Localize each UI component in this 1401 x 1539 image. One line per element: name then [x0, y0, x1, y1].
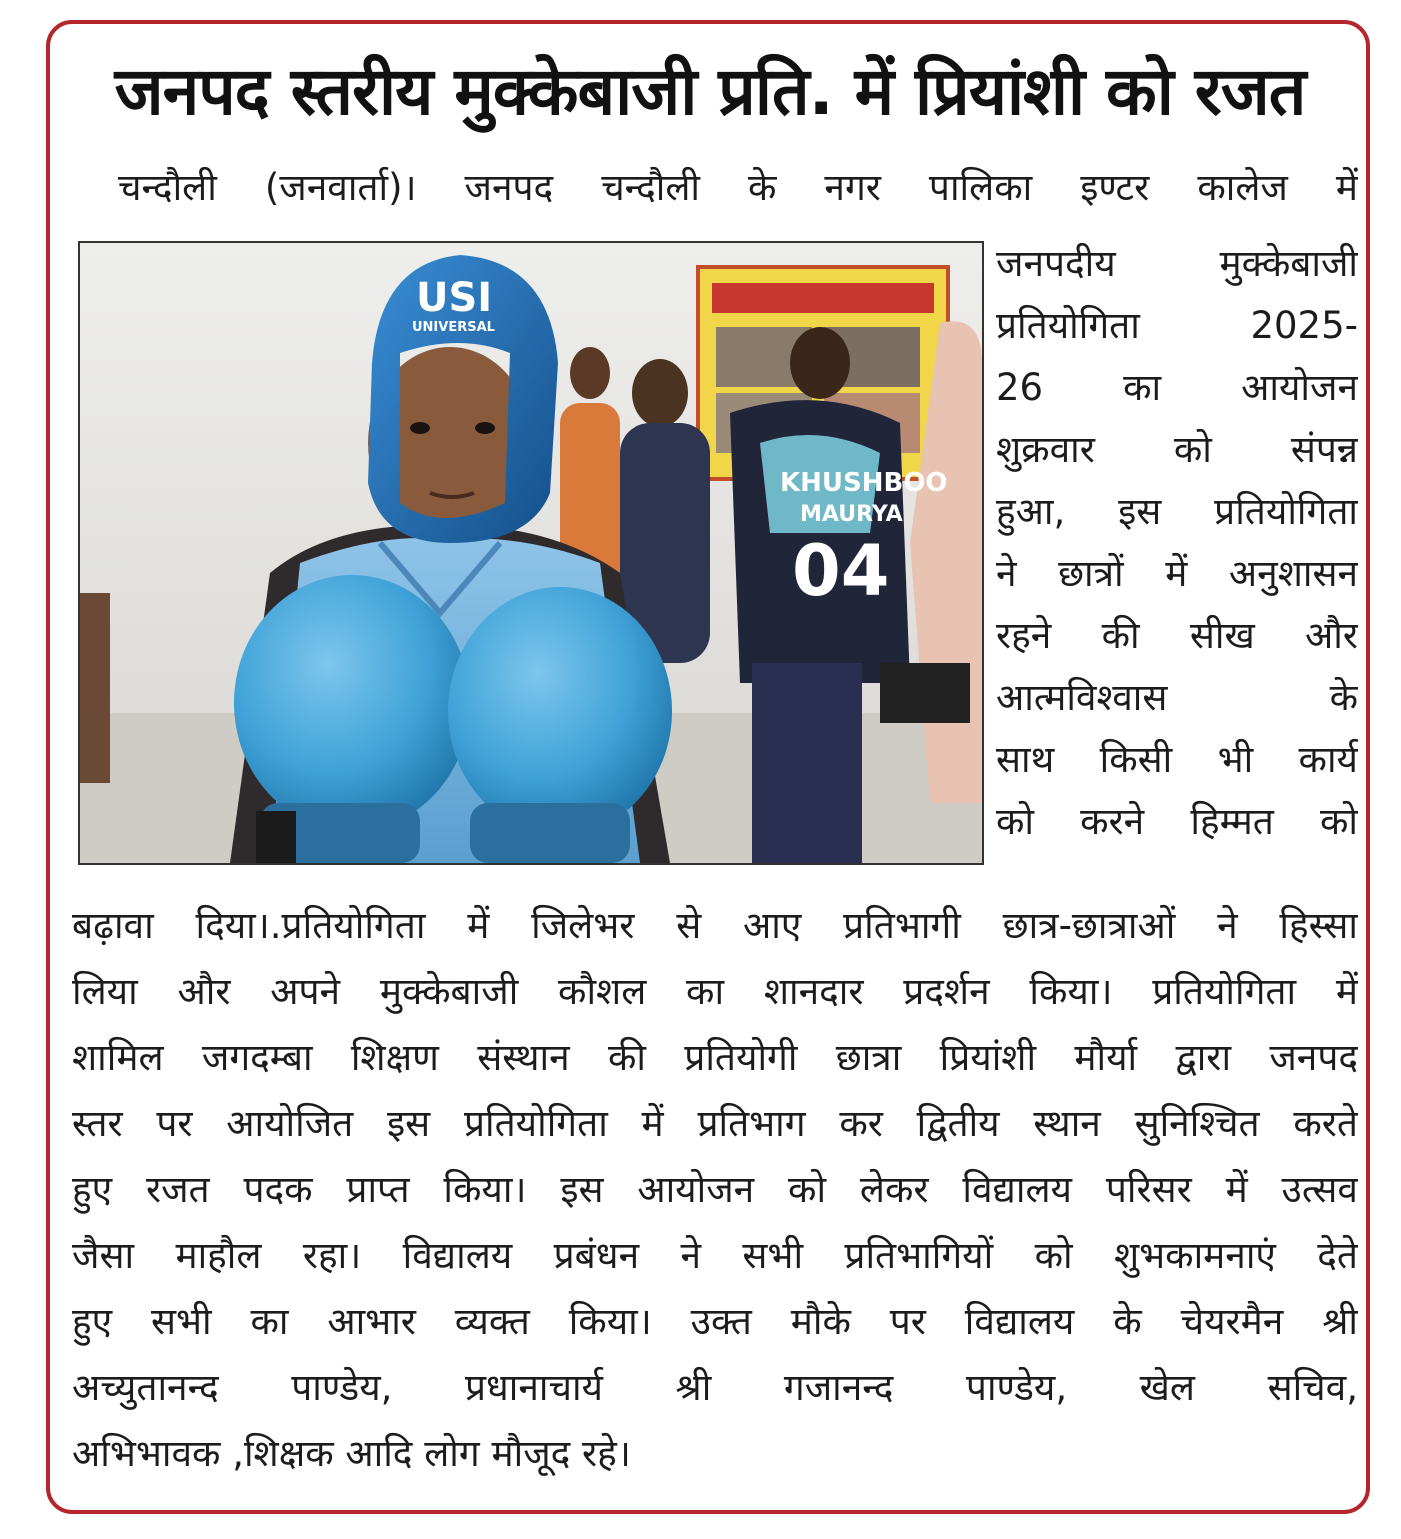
news-photo: [78, 241, 984, 865]
body-line: हुए सभी का आभार व्यक्त किया। उक्त मौके पर विद्यालय के चेयरमैन श्री: [72, 1300, 1358, 1343]
body-line: हुए रजत पदक प्राप्त किया। इस आयोजन को लेकर विद्यालय परिसर में उत्सव: [72, 1168, 1358, 1211]
side-line: शुक्रवार को संपन्न: [996, 428, 1358, 471]
side-line: आत्मविश्वास के: [996, 676, 1358, 719]
side-line: ने छात्रों में अनुशासन: [996, 552, 1358, 595]
side-line: को करने हिम्मत को: [996, 800, 1358, 843]
body-line: शामिल जगदम्बा शिक्षण संस्थान की प्रतियोगी छात्रा प्रियांशी मौर्या द्वारा जनपद: [72, 1036, 1358, 1079]
boxer-photo-illustration: [80, 243, 982, 863]
jersey-number: 04: [792, 530, 890, 612]
side-line: हुआ, इस प्रतियोगिता: [996, 490, 1358, 533]
body-line: स्तर पर आयोजित इस प्रतियोगिता में प्रतिभाग कर द्वितीय स्थान सुनिश्चित करते: [72, 1102, 1358, 1145]
helmet-subtext: UNIVERSAL: [412, 320, 495, 335]
helmet-brand: USI: [416, 275, 493, 321]
lead-line: चन्दौली (जनवार्ता)। जनपद चन्दौली के नगर पालिका इण्टर कालेज में: [118, 166, 1358, 209]
chair: [80, 593, 110, 783]
side-line: प्रतियोगिता 2025-: [996, 304, 1358, 347]
side-line: 26 का आयोजन: [996, 366, 1358, 409]
body-line: बढ़ावा दिया।.प्रतियोगिता में जिलेभर से आए प्रतिभागी छात्र-छात्राओं ने हिस्सा: [72, 904, 1358, 947]
body-line: जैसा माहौल रहा। विद्यालय प्रबंधन ने सभी प्रतिभागियों को शुभकामनाएं देते: [72, 1234, 1358, 1277]
jersey-name-1: KHUSHBOO: [780, 468, 948, 498]
body-line-last: अभिभावक ,शिक्षक आदि लोग मौजूद रहे।: [72, 1432, 631, 1475]
headline: जनपद स्तरीय मुक्केबाजी प्रति. में प्रियांशी को रजत: [114, 53, 1306, 130]
body-line: लिया और अपने मुक्केबाजी कौशल का शानदार प्रदर्शन किया। प्रतियोगिता में: [72, 970, 1358, 1013]
side-line: रहने की सीख और: [996, 614, 1358, 657]
body-line: अच्युतानन्द पाण्डेय, प्रधानाचार्य श्री गजानन्द पाण्डेय, खेल सचिव,: [72, 1366, 1358, 1409]
side-line: साथ किसी भी कार्य: [996, 738, 1358, 781]
side-line: जनपदीय मुक्केबाजी: [996, 242, 1358, 285]
jersey-name-2: MAURYA: [800, 502, 903, 527]
